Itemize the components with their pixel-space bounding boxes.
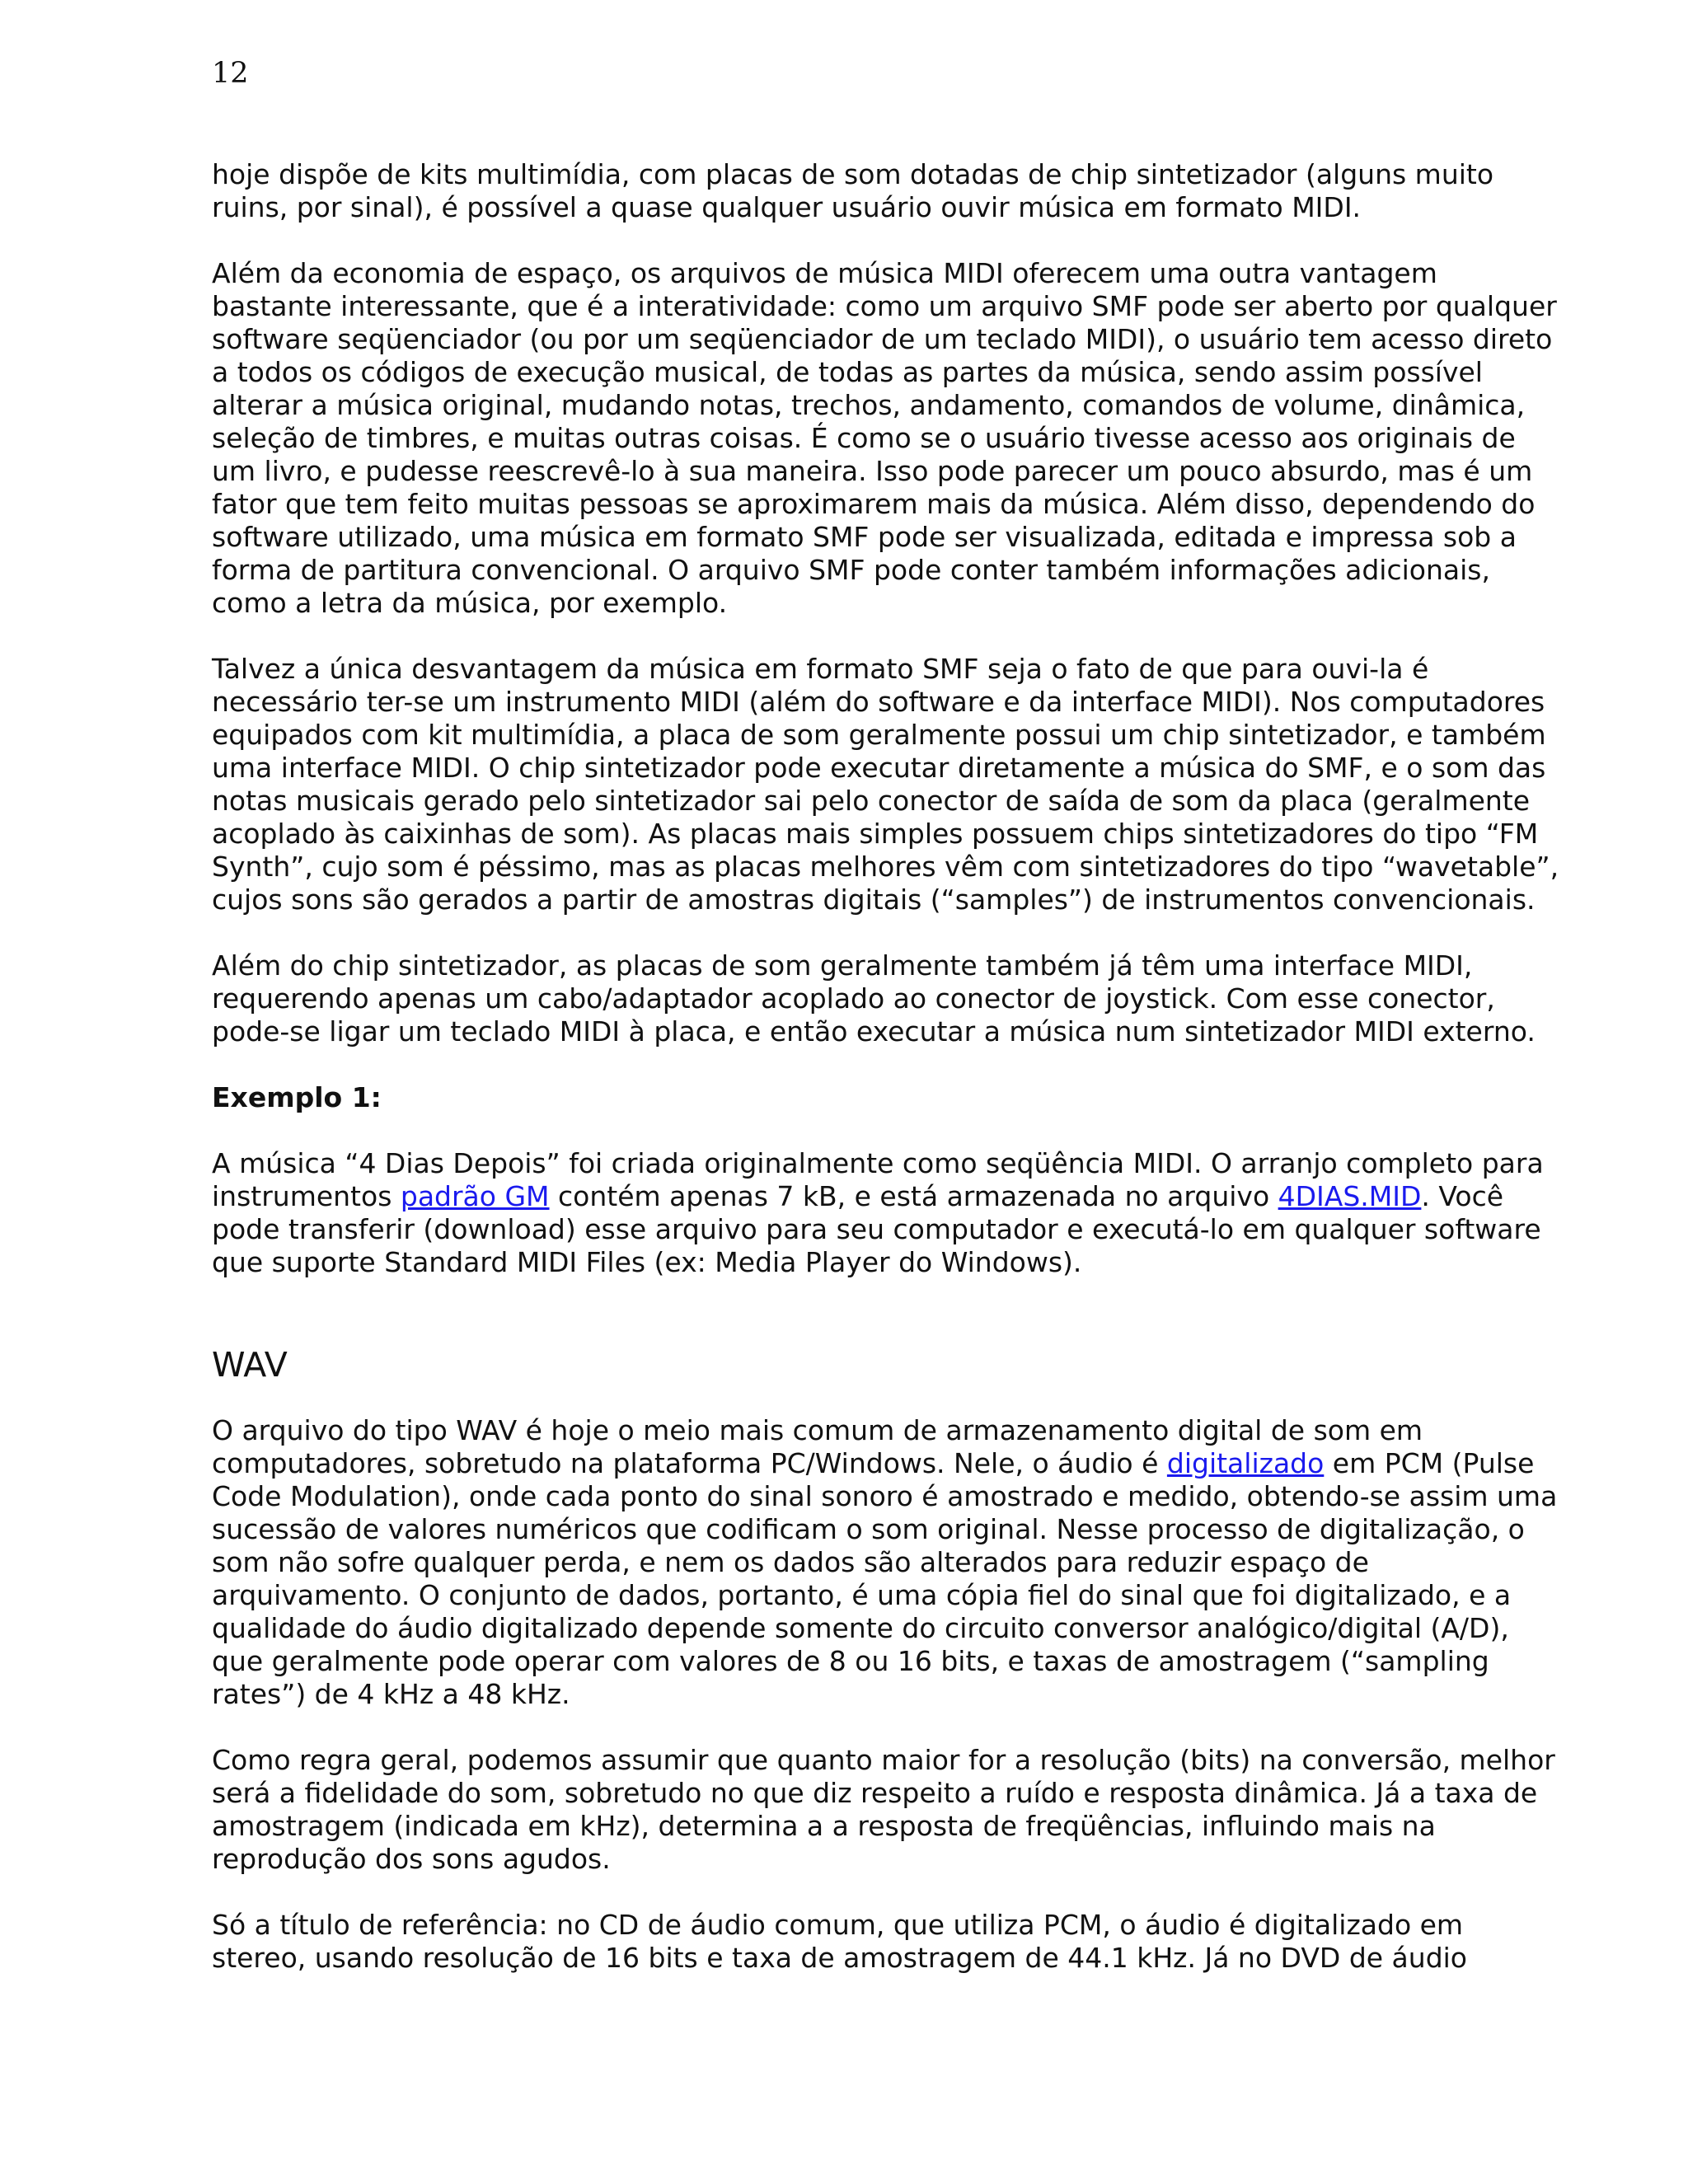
example-heading: Exemplo 1: [212,1081,382,1113]
example-text-b: contém apenas 7 kB, e está armazenada no arquivo [549,1180,1278,1212]
midi-file-link[interactable]: 4DIAS.MID [1278,1180,1422,1212]
paragraph-resolution: Como regra geral, podemos assumir que quanto maior for a resolução (bits) na conversão, melhor será a fidelidade do som, sobretudo no que diz respeito a ruído e resposta dinâmica. Já a taxa de amostragem (indicada em kHz), determina a a resposta de freqüências, influindo mais na reprodução dos sons agudos. [212,1744,1555,1875]
paragraph-disadvantage: Talvez a única desvantagem da música em formato SMF seja o fato de que para ouvi-la é necessário ter-se um instrumento MIDI (além do software e da interface MIDI). Nos computadores equipados com kit multimídia, a placa de som geralmente possui um chip sintetizador, e também uma interface MIDI. O chip sintetizador pode executar diretamente a música do SMF, e o som das notas musicais gerado pelo sintetizador sai pelo conector de saída de som da placa (geralmente acoplado às caixinhas de som). As placas mais simples possuem chips sintetizadores do tipo “FM Synth”, cujo som é péssimo, mas as placas melhores vêm com sintetizadores do tipo “wavetable”, cujos sons são gerados a partir de amostras digitais (“samples”) de instrumentos convencionais. [212,653,1559,916]
digitalized-link[interactable]: digitalizado [1166,1447,1325,1479]
wav-intro-text-b: em PCM (Pulse Code Modulation), onde cada ponto do sinal sonoro é amostrado e medido, obtendo-se assim uma sucessão de valores numéricos que codificam o som original. Nesse processo de digitalização, o som não sofre qualquer perda, e nem os dados são alterados para reduzir espaço de arquivamento. O conjunto de dados, portanto, é uma cópia fiel do sinal que foi digitalizado, e a qualidade do áudio digitalizado depende somente do circuito conversor analógico/digital (A/D), que geralmente pode operar com valores de 8 ou 16 bits, e taxas de amostragem (“sampling rates”) de 4 kHz a 48 kHz. [212,1447,1558,1710]
page-number: 12 [212,57,249,90]
section-heading-wav: WAV [212,1345,288,1385]
gm-standard-link[interactable]: padrão GM [400,1180,550,1212]
paragraph-interactivity: Além da economia de espaço, os arquivos de música MIDI oferecem uma outra vantagem bastante interessante, que é a interatividade: como um arquivo SMF pode ser aberto por qualquer software seqüenciador (ou por um seqüenciador de um teclado MIDI), o usuário tem acesso direto a todos os códigos de execução musical, de todas as partes da música, sendo assim possível alterar a música original, mudando notas, trechos, andamento, comandos de volume, dinâmica, seleção de timbres, e muitas outras coisas. É como se o usuário tivesse acesso aos originais de um livro, e pudesse reescrevê-lo à sua maneira. Isso pode parecer um pouco absurdo, mas é um fator que tem feito muitas pessoas se aproximarem mais da música. Além disso, dependendo do software utilizado, uma música em formato SMF pode ser visualizada, editada e impressa sob a forma de partitura convencional. O arquivo SMF pode conter também informações adicionais, como a letra da música, por exemplo. [212,257,1557,619]
paragraph-midi-interface: Além do chip sintetizador, as placas de som geralmente também já têm uma interface MIDI, requerendo apenas um cabo/adaptador acoplado ao conector de joystick. Com esse conector, pode-se ligar um teclado MIDI à placa, e então executar a música num sintetizador MIDI externo. [212,949,1536,1047]
paragraph-wav-intro [212,1414,1564,1711]
example-text-a: A música “4 Dias Depois” foi criada originalmente como seqüência MIDI. O arranjo completo para instrumentos [212,1147,1544,1212]
document-body [212,158,1564,1975]
example-text-c: . Você pode transferir (download) esse arquivo para seu computador e executá-lo em qualquer software que suporte Standard MIDI Files (ex: Media Player do Windows). [212,1180,1541,1278]
wav-intro-text-a: O arquivo do tipo WAV é hoje o meio mais comum de armazenamento digital de som em computadores, sobretudo na plataforma PC/Windows. Nele, o áudio é [212,1414,1423,1479]
paragraph-cd-reference: Só a título de referência: no CD de áudio comum, que utiliza PCM, o áudio é digitalizado em stereo, usando resolução de 16 bits e taxa de amostragem de 44.1 kHz. Já no DVD de áudio [212,1909,1467,1974]
paragraph-multimedia-kits: hoje dispõe de kits multimídia, com placas de som dotadas de chip sintetizador (alguns muito ruins, por sinal), é possível a quase qualquer usuário ouvir música em formato MIDI. [212,158,1494,223]
paragraph-example [212,1147,1564,1279]
